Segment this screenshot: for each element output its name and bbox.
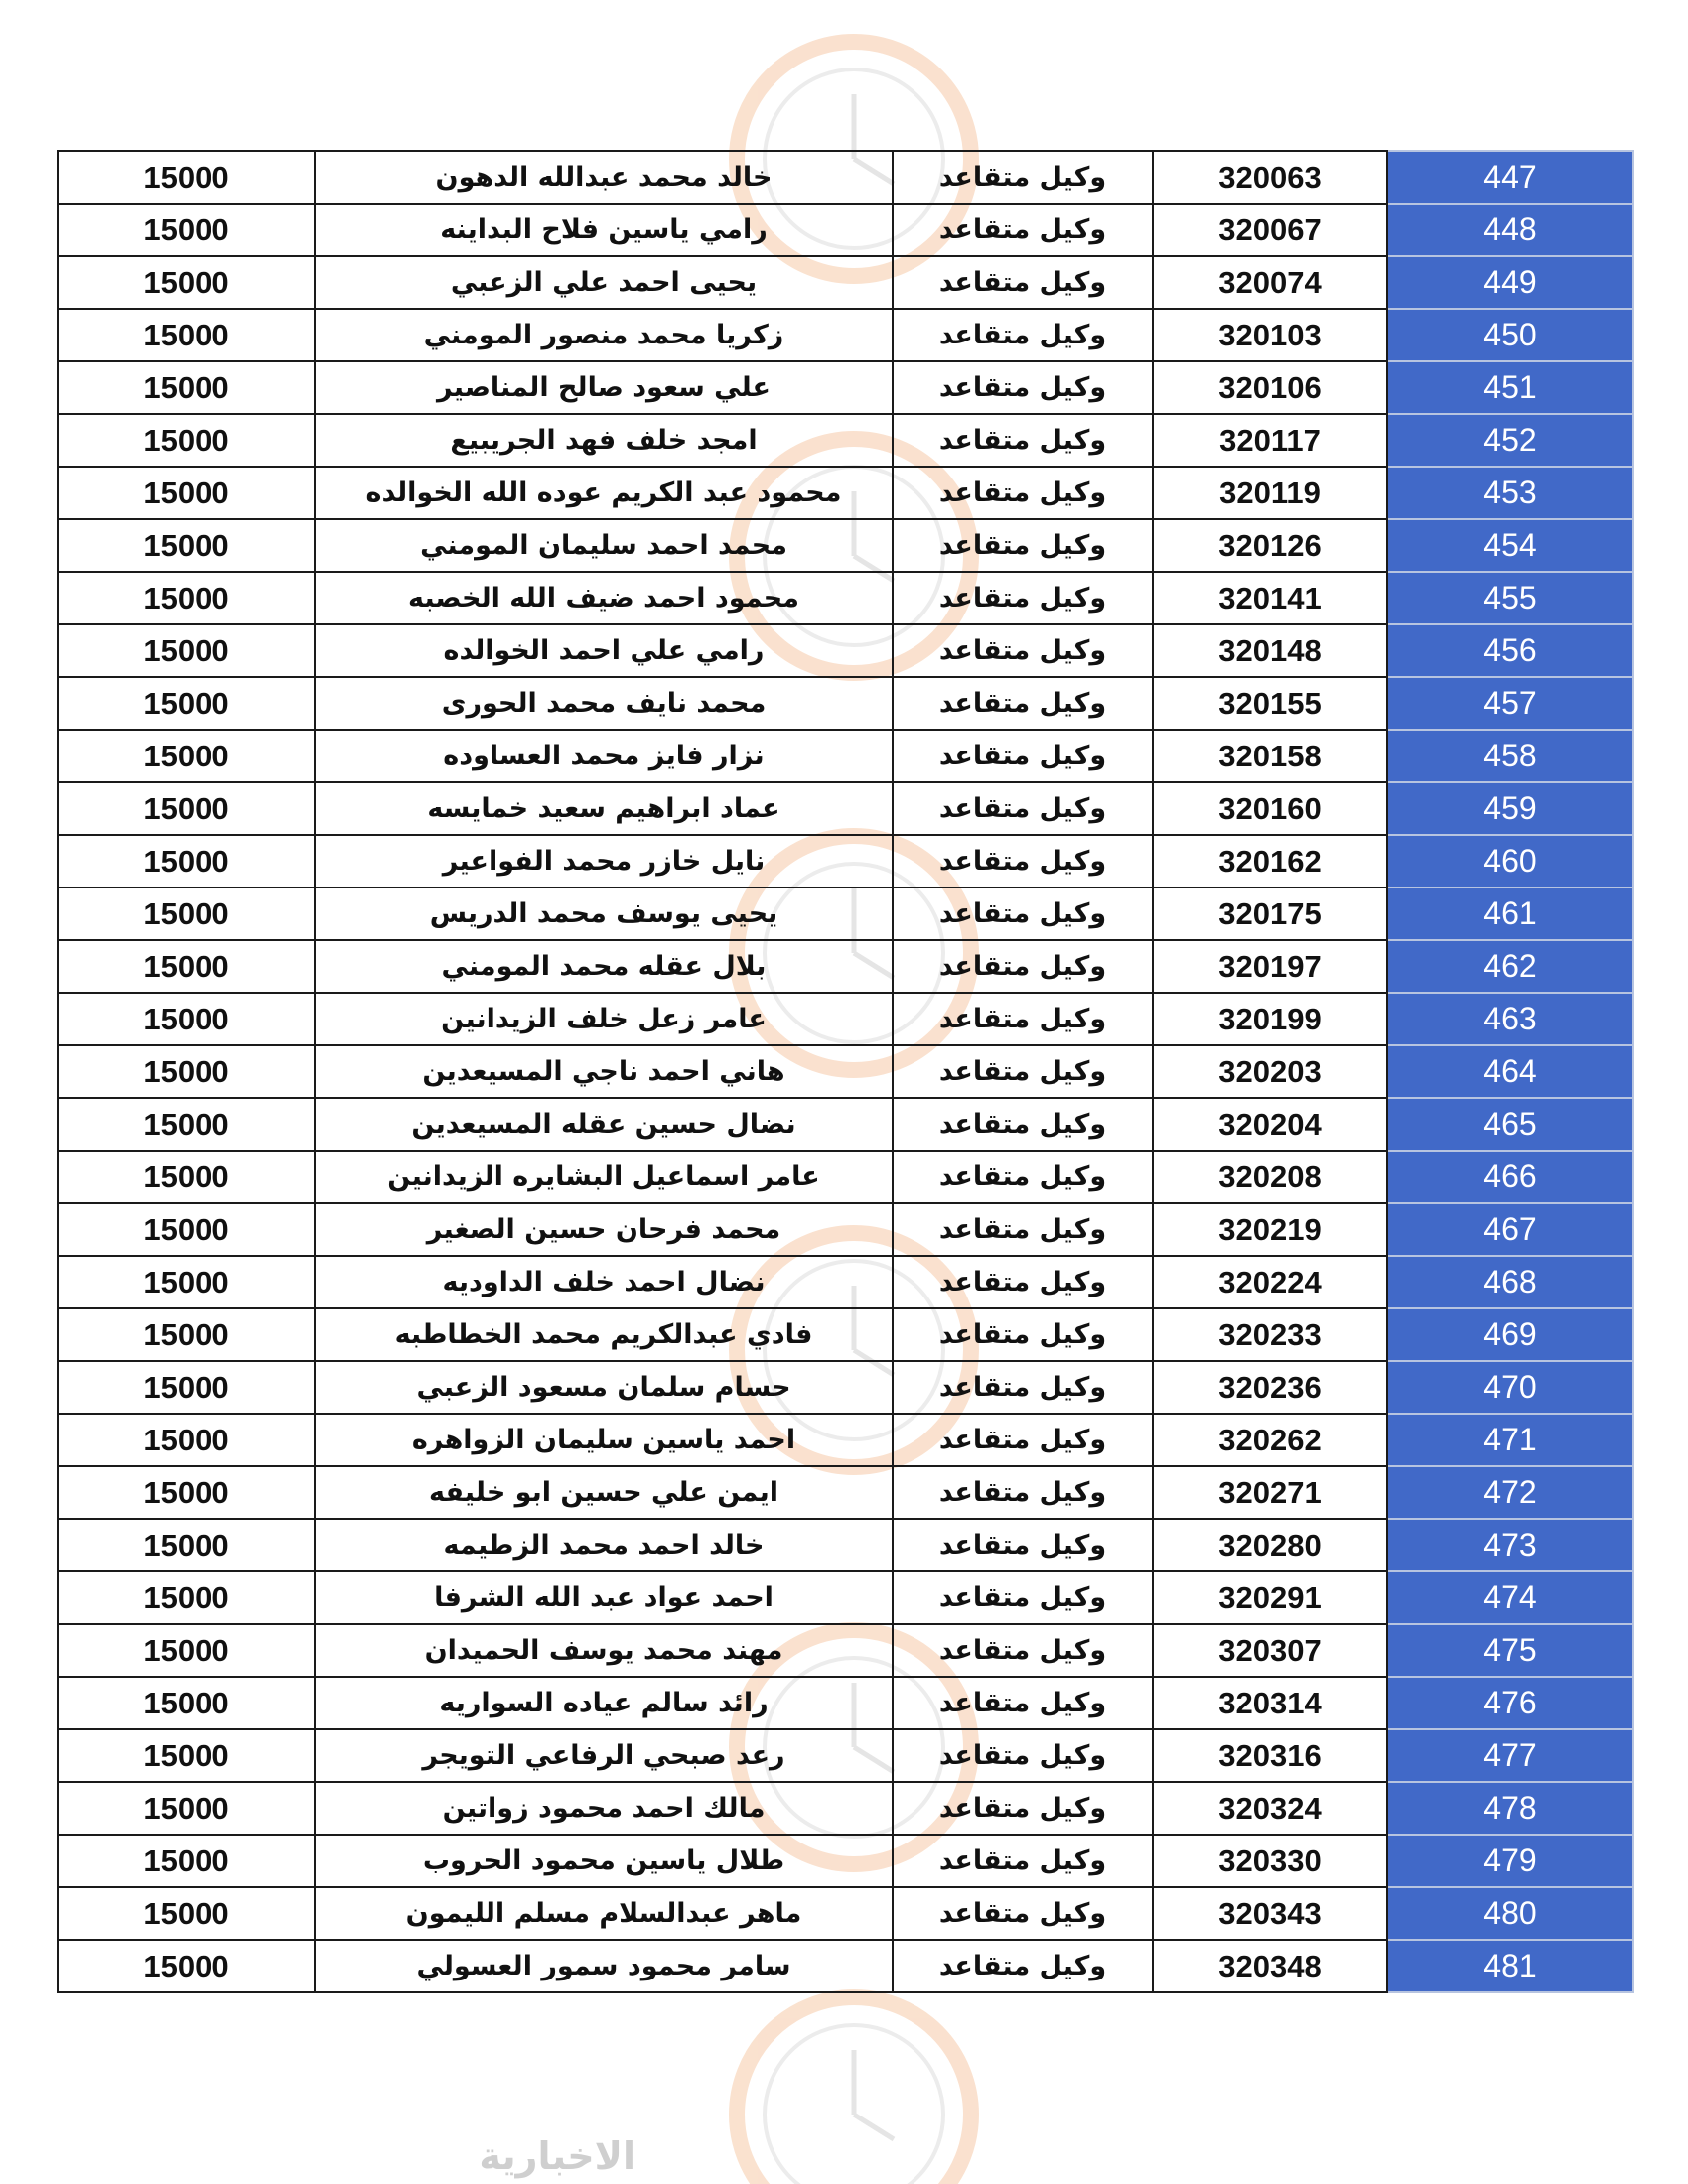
seq-number-cell: 460 — [1387, 835, 1633, 887]
title-cell: وكيل متقاعد — [893, 467, 1153, 519]
title-cell: وكيل متقاعد — [893, 782, 1153, 835]
title-cell: وكيل متقاعد — [893, 1677, 1153, 1729]
name-cell: خالد محمد عبدالله الدهون — [315, 151, 893, 204]
amount-cell: 15000 — [58, 782, 315, 835]
amount-cell: 15000 — [58, 993, 315, 1045]
table-row — [58, 1203, 1633, 1256]
amount-cell: 15000 — [58, 1151, 315, 1203]
code-cell: 320291 — [1153, 1571, 1387, 1624]
name-cell: ايمن علي حسين ابو خليفه — [315, 1466, 893, 1519]
code-cell: 320197 — [1153, 940, 1387, 993]
table-row — [58, 1571, 1633, 1624]
seq-number-cell: 478 — [1387, 1782, 1633, 1835]
table-row — [58, 1624, 1633, 1677]
code-cell: 320262 — [1153, 1414, 1387, 1466]
amount-cell: 15000 — [58, 519, 315, 572]
name-cell: زكريا محمد منصور المومني — [315, 309, 893, 361]
code-cell: 320106 — [1153, 361, 1387, 414]
table-row — [58, 1466, 1633, 1519]
code-cell: 320067 — [1153, 204, 1387, 256]
name-cell: ماهر عبدالسلام مسلم الليمون — [315, 1887, 893, 1940]
table-row — [58, 782, 1633, 835]
name-cell: محمد احمد سليمان المومني — [315, 519, 893, 572]
table-row — [58, 1782, 1633, 1835]
table-row — [58, 1887, 1633, 1940]
title-cell: وكيل متقاعد — [893, 1361, 1153, 1414]
amount-cell: 15000 — [58, 835, 315, 887]
seq-number-cell: 452 — [1387, 414, 1633, 467]
seq-number-cell: 456 — [1387, 624, 1633, 677]
seq-number-cell: 466 — [1387, 1151, 1633, 1203]
title-cell: وكيل متقاعد — [893, 730, 1153, 782]
table-row — [58, 993, 1633, 1045]
title-cell: وكيل متقاعد — [893, 993, 1153, 1045]
seq-number-cell: 471 — [1387, 1414, 1633, 1466]
seq-number-cell: 469 — [1387, 1308, 1633, 1361]
table-row — [58, 1729, 1633, 1782]
seq-number-cell: 465 — [1387, 1098, 1633, 1151]
amount-cell: 15000 — [58, 361, 315, 414]
code-cell: 320204 — [1153, 1098, 1387, 1151]
code-cell: 320343 — [1153, 1887, 1387, 1940]
amount-cell: 15000 — [58, 940, 315, 993]
code-cell: 320117 — [1153, 414, 1387, 467]
amount-cell: 15000 — [58, 1571, 315, 1624]
code-cell: 320324 — [1153, 1782, 1387, 1835]
code-cell: 320314 — [1153, 1677, 1387, 1729]
table-row — [58, 361, 1633, 414]
seq-number-cell: 458 — [1387, 730, 1633, 782]
table-row — [58, 256, 1633, 309]
name-cell: رامي ياسين فلاح البداينه — [315, 204, 893, 256]
title-cell: وكيل متقاعد — [893, 309, 1153, 361]
code-cell: 320175 — [1153, 887, 1387, 940]
title-cell: وكيل متقاعد — [893, 1308, 1153, 1361]
code-cell: 320219 — [1153, 1203, 1387, 1256]
amount-cell: 15000 — [58, 1308, 315, 1361]
amount-cell: 15000 — [58, 677, 315, 730]
title-cell: وكيل متقاعد — [893, 361, 1153, 414]
title-cell: وكيل متقاعد — [893, 151, 1153, 204]
payment-table — [57, 150, 1634, 1993]
seq-number-cell: 472 — [1387, 1466, 1633, 1519]
code-cell: 320119 — [1153, 467, 1387, 519]
table-body — [58, 151, 1633, 1992]
table-row — [58, 1308, 1633, 1361]
amount-cell: 15000 — [58, 1782, 315, 1835]
seq-number-cell: 470 — [1387, 1361, 1633, 1414]
title-cell: وكيل متقاعد — [893, 1414, 1153, 1466]
code-cell: 320074 — [1153, 256, 1387, 309]
seq-number-cell: 459 — [1387, 782, 1633, 835]
table-row — [58, 309, 1633, 361]
amount-cell: 15000 — [58, 1624, 315, 1677]
table-row — [58, 940, 1633, 993]
name-cell: يحيى يوسف محمد الدريس — [315, 887, 893, 940]
amount-cell: 15000 — [58, 309, 315, 361]
code-cell: 320208 — [1153, 1151, 1387, 1203]
name-cell: نزار فايز محمد العساوده — [315, 730, 893, 782]
payment-list-sheet — [57, 150, 1632, 1993]
title-cell: وكيل متقاعد — [893, 1519, 1153, 1571]
name-cell: عامر زعل خلف الزيدانين — [315, 993, 893, 1045]
amount-cell: 15000 — [58, 887, 315, 940]
table-row — [58, 887, 1633, 940]
title-cell: وكيل متقاعد — [893, 887, 1153, 940]
seq-number-cell: 479 — [1387, 1835, 1633, 1887]
amount-cell: 15000 — [58, 1677, 315, 1729]
title-cell: وكيل متقاعد — [893, 1203, 1153, 1256]
amount-cell: 15000 — [58, 1414, 315, 1466]
amount-cell: 15000 — [58, 1887, 315, 1940]
name-cell: محمود احمد ضيف الله الخصبه — [315, 572, 893, 624]
title-cell: وكيل متقاعد — [893, 1835, 1153, 1887]
title-cell: وكيل متقاعد — [893, 940, 1153, 993]
title-cell: وكيل متقاعد — [893, 1940, 1153, 1992]
name-cell: مالك احمد محمود زواتين — [315, 1782, 893, 1835]
amount-cell: 15000 — [58, 1729, 315, 1782]
seq-number-cell: 450 — [1387, 309, 1633, 361]
seq-number-cell: 473 — [1387, 1519, 1633, 1571]
seq-number-cell: 462 — [1387, 940, 1633, 993]
code-cell: 320233 — [1153, 1308, 1387, 1361]
seq-number-cell: 475 — [1387, 1624, 1633, 1677]
name-cell: بلال عقله محمد المومني — [315, 940, 893, 993]
code-cell: 320162 — [1153, 835, 1387, 887]
amount-cell: 15000 — [58, 572, 315, 624]
table-row — [58, 1098, 1633, 1151]
seq-number-cell: 454 — [1387, 519, 1633, 572]
seq-number-cell: 474 — [1387, 1571, 1633, 1624]
code-cell: 320280 — [1153, 1519, 1387, 1571]
seq-number-cell: 448 — [1387, 204, 1633, 256]
seq-number-cell: 453 — [1387, 467, 1633, 519]
table-row — [58, 835, 1633, 887]
seq-number-cell: 463 — [1387, 993, 1633, 1045]
table-row — [58, 1519, 1633, 1571]
table-row — [58, 1045, 1633, 1098]
name-cell: فادي عبدالكريم محمد الخطاطبه — [315, 1308, 893, 1361]
amount-cell: 15000 — [58, 1256, 315, 1308]
name-cell: نضال احمد خلف الداوديه — [315, 1256, 893, 1308]
seq-number-cell: 481 — [1387, 1940, 1633, 1992]
amount-cell: 15000 — [58, 1203, 315, 1256]
title-cell: وكيل متقاعد — [893, 1466, 1153, 1519]
name-cell: احمد عواد عبد الله الشرفا — [315, 1571, 893, 1624]
code-cell: 320160 — [1153, 782, 1387, 835]
code-cell: 320158 — [1153, 730, 1387, 782]
name-cell: نايل خازر محمد الفواعير — [315, 835, 893, 887]
title-cell: وكيل متقاعد — [893, 1729, 1153, 1782]
code-cell: 320063 — [1153, 151, 1387, 204]
table-row — [58, 624, 1633, 677]
title-cell: وكيل متقاعد — [893, 624, 1153, 677]
name-cell: هاني احمد ناجي المسيعدين — [315, 1045, 893, 1098]
code-cell: 320103 — [1153, 309, 1387, 361]
table-row — [58, 1414, 1633, 1466]
table-row — [58, 519, 1633, 572]
name-cell: يحيى احمد علي الزعبي — [315, 256, 893, 309]
seq-number-cell: 457 — [1387, 677, 1633, 730]
code-cell: 320224 — [1153, 1256, 1387, 1308]
code-cell: 320271 — [1153, 1466, 1387, 1519]
seq-number-cell: 467 — [1387, 1203, 1633, 1256]
table-row — [58, 1835, 1633, 1887]
title-cell: وكيل متقاعد — [893, 572, 1153, 624]
title-cell: وكيل متقاعد — [893, 1624, 1153, 1677]
seq-number-cell: 464 — [1387, 1045, 1633, 1098]
amount-cell: 15000 — [58, 1466, 315, 1519]
table-row — [58, 414, 1633, 467]
title-cell: وكيل متقاعد — [893, 1782, 1153, 1835]
amount-cell: 15000 — [58, 1835, 315, 1887]
table-row — [58, 730, 1633, 782]
seq-number-cell: 468 — [1387, 1256, 1633, 1308]
amount-cell: 15000 — [58, 467, 315, 519]
table-row — [58, 1256, 1633, 1308]
seq-number-cell: 461 — [1387, 887, 1633, 940]
table-row — [58, 1940, 1633, 1992]
name-cell: خالد احمد محمد الزطيمه — [315, 1519, 893, 1571]
title-cell: وكيل متقاعد — [893, 414, 1153, 467]
amount-cell: 15000 — [58, 151, 315, 204]
code-cell: 320236 — [1153, 1361, 1387, 1414]
amount-cell: 15000 — [58, 256, 315, 309]
name-cell: حسام سلمان مسعود الزعبي — [315, 1361, 893, 1414]
code-cell: 320199 — [1153, 993, 1387, 1045]
code-cell: 320141 — [1153, 572, 1387, 624]
title-cell: وكيل متقاعد — [893, 1887, 1153, 1940]
seq-number-cell: 451 — [1387, 361, 1633, 414]
amount-cell: 15000 — [58, 204, 315, 256]
seq-number-cell: 476 — [1387, 1677, 1633, 1729]
title-cell: وكيل متقاعد — [893, 1151, 1153, 1203]
code-cell: 320348 — [1153, 1940, 1387, 1992]
clock-logo-icon — [737, 1997, 971, 2184]
name-cell: رعد صبحي الرفاعي التويجر — [315, 1729, 893, 1782]
name-cell: علي سعود صالح المناصير — [315, 361, 893, 414]
title-cell: وكيل متقاعد — [893, 1571, 1153, 1624]
title-cell: وكيل متقاعد — [893, 1256, 1153, 1308]
amount-cell: 15000 — [58, 1098, 315, 1151]
amount-cell: 15000 — [58, 624, 315, 677]
title-cell: وكيل متقاعد — [893, 204, 1153, 256]
table-row — [58, 467, 1633, 519]
name-cell: سامر محمود سمور العسولي — [315, 1940, 893, 1992]
seq-number-cell: 455 — [1387, 572, 1633, 624]
name-cell: عماد ابراهيم سعيد خمايسه — [315, 782, 893, 835]
name-cell: محمود عبد الكريم عوده الله الخوالده — [315, 467, 893, 519]
table-row — [58, 151, 1633, 204]
title-cell: وكيل متقاعد — [893, 256, 1153, 309]
table-row — [58, 572, 1633, 624]
title-cell: وكيل متقاعد — [893, 1098, 1153, 1151]
table-row — [58, 1361, 1633, 1414]
code-cell: 320307 — [1153, 1624, 1387, 1677]
name-cell: نضال حسين عقله المسيعدين — [315, 1098, 893, 1151]
code-cell: 320203 — [1153, 1045, 1387, 1098]
name-cell: عامر اسماعيل البشايره الزيدانين — [315, 1151, 893, 1203]
seq-number-cell: 477 — [1387, 1729, 1633, 1782]
title-cell: وكيل متقاعد — [893, 677, 1153, 730]
amount-cell: 15000 — [58, 414, 315, 467]
amount-cell: 15000 — [58, 1940, 315, 1992]
amount-cell: 15000 — [58, 1519, 315, 1571]
name-cell: احمد ياسين سليمان الزواهره — [315, 1414, 893, 1466]
name-cell: رامي علي احمد الخوالده — [315, 624, 893, 677]
amount-cell: 15000 — [58, 1045, 315, 1098]
table-row — [58, 204, 1633, 256]
seq-number-cell: 480 — [1387, 1887, 1633, 1940]
title-cell: وكيل متقاعد — [893, 835, 1153, 887]
table-row — [58, 677, 1633, 730]
title-cell: وكيل متقاعد — [893, 1045, 1153, 1098]
title-cell: وكيل متقاعد — [893, 519, 1153, 572]
code-cell: 320126 — [1153, 519, 1387, 572]
name-cell: محمد نايف محمد الحورى — [315, 677, 893, 730]
code-cell: 320316 — [1153, 1729, 1387, 1782]
name-cell: امجد خلف فهد الجريبيع — [315, 414, 893, 467]
name-cell: مهند محمد يوسف الحميدان — [315, 1624, 893, 1677]
table-row — [58, 1677, 1633, 1729]
code-cell: 320155 — [1153, 677, 1387, 730]
seq-number-cell: 447 — [1387, 151, 1633, 204]
seq-number-cell: 449 — [1387, 256, 1633, 309]
name-cell: طلال ياسين محمود الحروب — [315, 1835, 893, 1887]
table-row — [58, 1151, 1633, 1203]
amount-cell: 15000 — [58, 1361, 315, 1414]
watermark-text: الاخبارية — [479, 2134, 635, 2178]
code-cell: 320330 — [1153, 1835, 1387, 1887]
name-cell: رائد سالم عياده السواريه — [315, 1677, 893, 1729]
code-cell: 320148 — [1153, 624, 1387, 677]
name-cell: محمد فرحان حسين الصغير — [315, 1203, 893, 1256]
amount-cell: 15000 — [58, 730, 315, 782]
